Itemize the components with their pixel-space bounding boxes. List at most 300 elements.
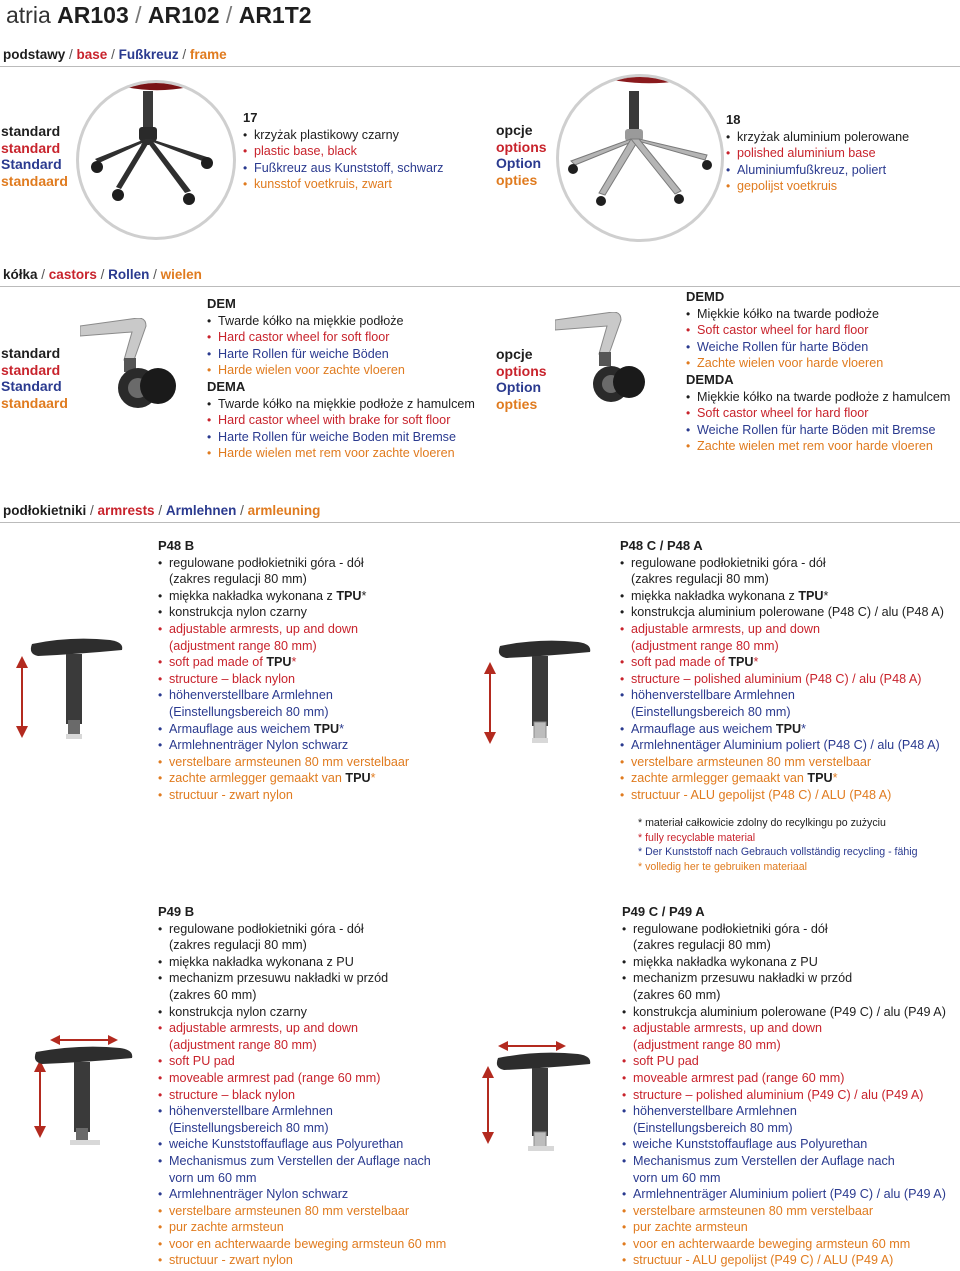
base-standard-items: [243, 127, 443, 193]
bullet-icon: •: [620, 688, 625, 703]
label-line: opties: [496, 395, 538, 412]
castor-option-illustration: [555, 312, 665, 412]
bullet-icon: •: [158, 971, 163, 986]
label-line: standaard: [1, 394, 68, 411]
bullet-icon: •: [158, 1104, 163, 1119]
heading-term: armrests: [97, 503, 155, 518]
bullet-text: Zachte wielen voor harde vloeren: [697, 356, 884, 371]
heading-term: frame: [189, 47, 227, 62]
continuation-line: [158, 571, 409, 588]
bullet-icon: •: [686, 439, 691, 454]
bases-option-labels: [496, 122, 547, 188]
armrest-p48ca-lines: [620, 555, 944, 804]
block-heading-text: DEMDA: [686, 371, 734, 387]
bullet-icon: •: [207, 313, 212, 328]
bullet-line: [207, 396, 475, 413]
bullet-line: [158, 1219, 446, 1236]
label-line: Option: [496, 379, 542, 395]
armrest-p49ca-block: [622, 904, 946, 1269]
bullet-icon: •: [158, 1236, 163, 1251]
bullet-line: [620, 654, 944, 671]
bullet-text: mechanizm przesuwu nakładki w przód: [169, 971, 389, 986]
label-line: standard: [1, 139, 61, 156]
heading-separator: /: [86, 503, 98, 518]
bullet-line: [622, 1087, 946, 1104]
castors-option-labels: [496, 346, 547, 412]
bullet-text: verstelbare armsteunen 80 mm verstelbaar: [631, 754, 872, 769]
bullet-icon: •: [158, 671, 163, 686]
continuation-text: (zakres 60 mm): [169, 987, 257, 1002]
tpu-label: TPU: [807, 771, 833, 786]
bullet-line: [207, 412, 475, 429]
bullet-line: [158, 1053, 446, 1070]
bullet-icon: •: [620, 738, 625, 753]
label-line: Standard: [1, 378, 62, 394]
armrest-p49b-image: [30, 1030, 150, 1150]
base-option-items: [726, 129, 909, 195]
tpu-label: TPU: [345, 771, 371, 786]
bullet-text: Armlehnenträger Nylon schwarz: [169, 1187, 349, 1202]
heading-term: podstawy: [3, 47, 66, 62]
label-line: opties: [496, 171, 538, 188]
bullet-text: Twarde kółko na miękkie podłoże z hamulcem: [218, 396, 475, 411]
bullet-icon: •: [158, 1054, 163, 1069]
bullet-icon: •: [207, 346, 212, 361]
bullet-icon: •: [686, 356, 691, 371]
bullet-line: [158, 1087, 446, 1104]
label-line: options: [496, 138, 547, 155]
bullet-line: [622, 1186, 946, 1203]
bullet-line: [158, 921, 446, 938]
bullet-text: verstelbare armsteunen 80 mm verstelbaar: [169, 754, 410, 769]
bullet-text: structuur - ALU gepolijst (P49 C) / ALU (P49 A): [633, 1253, 894, 1268]
bullet-line: [158, 970, 446, 987]
title-model-1: AR103: [57, 2, 129, 28]
heading-separator: /: [107, 47, 119, 62]
armrest-p48ca-block: [620, 538, 944, 804]
castor-option-block: [686, 289, 950, 455]
bullet-text: Weiche Rollen für harte Böden mit Bremse: [697, 422, 936, 437]
bullet-line: [686, 422, 950, 439]
bullet-line: [158, 1252, 446, 1269]
asterisk: *: [370, 771, 376, 786]
bullet-line: [622, 1070, 946, 1087]
bullet-text: Mechanismus zum Verstellen der Auflage nach: [169, 1153, 431, 1168]
bullet-icon: •: [158, 1004, 163, 1019]
bullet-line: [622, 1103, 946, 1120]
title-slash: /: [135, 2, 142, 28]
bullet-line: [158, 770, 409, 787]
continuation-text: vorn um 60 mm: [633, 1170, 721, 1185]
bullet-icon: •: [158, 954, 163, 969]
label-line: Option: [496, 155, 542, 171]
bullet-line: [158, 737, 409, 754]
armrest-p48b-illustration: [10, 630, 130, 745]
bullet-text: Soft castor wheel for hard floor: [697, 406, 869, 421]
heading-separator: /: [149, 267, 161, 282]
bullet-line: [620, 754, 944, 771]
bullet-icon: •: [158, 1187, 163, 1202]
bullet-text: Weiche Rollen für harte Böden: [697, 339, 869, 354]
armrest-p49ca-illustration: [478, 1036, 598, 1156]
bullet-line: [622, 1136, 946, 1153]
bullet-text: Miękkie kółko na twarde podłoże: [697, 306, 880, 321]
castors-heading: [3, 267, 202, 282]
bullet-icon: •: [622, 1187, 627, 1202]
bullet-text: krzyżak plastikowy czarny: [254, 127, 399, 142]
bullet-icon: •: [622, 1236, 627, 1251]
label-line: Standard: [1, 156, 62, 172]
bullet-line: [726, 129, 909, 146]
bullet-text: moveable armrest pad (range 60 mm): [169, 1070, 381, 1085]
bullet-line: [158, 1203, 446, 1220]
bases-standard-labels: [1, 123, 68, 189]
bullet-icon: •: [158, 721, 163, 736]
bullet-icon: •: [686, 306, 691, 321]
bullet-text: Hard castor wheel for soft floor: [218, 330, 390, 345]
bullet-text: soft PU pad: [169, 1054, 235, 1069]
bullet-icon: •: [207, 446, 212, 461]
block-heading: [207, 379, 475, 396]
bullet-icon: •: [622, 1253, 627, 1268]
bullet-text: weiche Kunststoffauflage aus Polyurethan: [633, 1137, 868, 1152]
bullet-text: zachte armlegger gemaakt van TPU*: [631, 771, 838, 786]
continuation-text: (Einstellungsbereich 80 mm): [169, 1120, 329, 1135]
bullet-text: Armlehnentäger Aluminium poliert (P48 C) / alu (P48 A): [631, 738, 940, 753]
bullet-icon: •: [622, 971, 627, 986]
bullet-icon: •: [686, 323, 691, 338]
bullet-text: weiche Kunststoffauflage aus Polyurethan: [169, 1137, 404, 1152]
label-line: standard: [1, 123, 61, 139]
bullet-line: [686, 389, 950, 406]
bullet-icon: •: [622, 1087, 627, 1102]
bullet-text: regulowane podłokietniki góra - dół: [169, 555, 364, 570]
bullet-icon: •: [158, 771, 163, 786]
bullet-icon: •: [207, 396, 212, 411]
label-line: standard: [1, 345, 61, 361]
bullet-text: höhenverstellbare Armlehnen: [633, 1104, 797, 1119]
bullet-icon: •: [207, 330, 212, 345]
bullet-icon: •: [158, 787, 163, 802]
bullet-text: höhenverstellbare Armlehnen: [169, 688, 333, 703]
title-prefix: atria: [6, 2, 51, 28]
bullet-line: [622, 1020, 946, 1037]
bullet-line: [726, 162, 909, 179]
block-heading: [686, 372, 950, 389]
armrest-p48ca-title: P48 C / P48 A: [620, 538, 703, 553]
bullet-line: [620, 787, 944, 804]
bullet-icon: •: [622, 1004, 627, 1019]
continuation-line: [158, 638, 409, 655]
bullet-text: kunsstof voetkruis, zwart: [254, 177, 392, 192]
bullet-text: adjustable armrests, up and down: [631, 621, 821, 636]
label-line: standaard: [1, 172, 68, 189]
bullet-icon: •: [620, 771, 625, 786]
bullet-icon: •: [622, 1070, 627, 1085]
bullet-icon: •: [620, 588, 625, 603]
castor-standard-block: [207, 296, 475, 462]
bullet-text: miękka nakładka wykonana z PU: [169, 954, 354, 969]
continuation-line: [158, 1037, 446, 1054]
tpu-label: TPU: [266, 655, 292, 670]
bullet-line: [622, 1219, 946, 1236]
bullet-icon: •: [726, 129, 731, 144]
bullet-line: [622, 954, 946, 971]
heading-term: Fußkreuz: [118, 47, 179, 62]
asterisk: *: [339, 721, 344, 736]
asterisk: *: [753, 655, 759, 670]
bullet-text: regulowane podłokietniki góra - dół: [633, 921, 828, 936]
footnote-line: * Der Kunststoff nach Gebrauch vollständig recycling - fähig: [638, 846, 918, 859]
bullet-icon: •: [622, 1104, 627, 1119]
footnote-line: * volledig her te gebruiken materiaal: [638, 860, 808, 873]
heading-term: kółka: [3, 267, 38, 282]
bullet-line: [620, 588, 944, 605]
bullet-icon: •: [158, 588, 163, 603]
tpu-label: TPU: [313, 721, 340, 736]
bullet-line: [622, 1203, 946, 1220]
title-slash: /: [225, 2, 233, 28]
heading-term: wielen: [160, 267, 202, 282]
bullet-line: [158, 721, 409, 738]
armrest-p49b-illustration: [30, 1030, 150, 1150]
bullet-text: konstrukcja aluminium polerowane (P48 C) / alu (P48 A): [631, 605, 944, 620]
bullet-text: plastic base, black: [254, 144, 357, 159]
heading-separator: /: [178, 47, 190, 62]
heading-separator: /: [96, 267, 109, 282]
block-heading: [207, 296, 475, 313]
bullet-line: [620, 770, 944, 787]
bullet-text: pur zachte armsteun: [169, 1220, 284, 1235]
bullet-line: [620, 721, 944, 738]
bullet-line: [243, 176, 443, 193]
block-heading-text: DEM: [207, 296, 236, 311]
continuation-text: (Einstellungsbereich 80 mm): [631, 704, 791, 719]
asterisk: *: [291, 655, 297, 670]
bullet-line: [158, 604, 409, 621]
continuation-line: [620, 571, 944, 588]
bullet-icon: •: [622, 954, 627, 969]
bullet-icon: •: [158, 1203, 163, 1218]
bullet-text: structure – black nylon: [169, 1087, 295, 1102]
bullet-icon: •: [158, 1137, 163, 1152]
bullet-text: konstrukcja nylon czarny: [169, 605, 307, 620]
bases-heading: [3, 47, 227, 62]
armrest-p48b-lines: [158, 555, 409, 804]
block-heading-text: DEMA: [207, 378, 246, 394]
bullet-icon: •: [622, 1137, 627, 1152]
bullet-line: [207, 362, 475, 379]
bullet-icon: •: [620, 555, 625, 570]
heading-term: podłokietniki: [3, 503, 87, 518]
bullet-text: structuur - zwart nylon: [169, 787, 293, 802]
bullet-text: structuur - zwart nylon: [169, 1253, 293, 1268]
bullet-text: zachte armlegger gemaakt van TPU*: [169, 771, 376, 786]
bullet-icon: •: [158, 1253, 163, 1268]
heading-separator: /: [37, 267, 49, 282]
bullet-icon: •: [686, 406, 691, 421]
bullet-line: [622, 1236, 946, 1253]
continuation-line: [622, 1120, 946, 1137]
castor-standard-image: [80, 318, 190, 418]
bullet-text: Armlehnenträger Nylon schwarz: [169, 738, 349, 753]
bullet-line: [243, 143, 443, 160]
bullet-text: miękka nakładka wykonana z TPU*: [169, 588, 367, 603]
bullet-line: [622, 1252, 946, 1269]
bullet-line: [207, 329, 475, 346]
armrest-p49b-title: P49 B: [158, 904, 195, 919]
continuation-line: [158, 1170, 446, 1187]
title-model-3: AR1T2: [238, 2, 312, 28]
page-title: [6, 2, 312, 29]
bullet-text: voor en achterwaarde beweging armsteun 60 mm: [633, 1236, 911, 1251]
bullet-line: [158, 654, 409, 671]
heading-separator: /: [65, 47, 77, 62]
continuation-text: (adjustment range 80 mm): [633, 1037, 781, 1052]
bullet-line: [622, 921, 946, 938]
bullet-text: moveable armrest pad (range 60 mm): [633, 1070, 845, 1085]
bullet-icon: •: [158, 605, 163, 620]
bullet-icon: •: [622, 1054, 627, 1069]
bullet-icon: •: [620, 671, 625, 686]
plastic-base-image: [76, 80, 236, 240]
continuation-text: (zakres regulacji 80 mm): [169, 938, 307, 953]
bullet-line: [158, 555, 409, 572]
armrest-p48b-image: [10, 630, 130, 745]
bullet-line: [620, 604, 944, 621]
continuation-text: (zakres 60 mm): [633, 987, 721, 1002]
bullet-line: [622, 1053, 946, 1070]
bullet-text: pur zachte armsteun: [633, 1220, 748, 1235]
continuation-text: (Einstellungsbereich 80 mm): [633, 1120, 793, 1135]
bullet-text: structuur - ALU gepolijst (P48 C) / ALU (P48 A): [631, 787, 892, 802]
label-line: standard: [1, 361, 61, 378]
armrest-p48b-block: [158, 538, 409, 804]
bullet-text: Harte Rollen für weiche Boden mit Bremse: [218, 429, 456, 444]
bullet-text: Armauflage aus weichem TPU*: [631, 721, 806, 736]
armrest-p49ca-title: P49 C / P49 A: [622, 904, 705, 919]
heading-separator: /: [154, 503, 166, 518]
armrest-p48ca-image: [478, 636, 598, 751]
bullet-line: [207, 429, 475, 446]
continuation-text: (zakres regulacji 80 mm): [631, 572, 769, 587]
bullet-icon: •: [686, 422, 691, 437]
continuation-text: (adjustment range 80 mm): [631, 638, 779, 653]
base-option-code: 18: [726, 112, 741, 127]
bullet-text: konstrukcja aluminium polerowane (P49 C) / alu (P49 A): [633, 1004, 946, 1019]
bullet-icon: •: [620, 754, 625, 769]
base-standard-block: [243, 110, 443, 193]
bullet-line: [158, 687, 409, 704]
bullet-text: soft pad made of TPU*: [631, 655, 759, 670]
continuation-text: (zakres regulacji 80 mm): [169, 572, 307, 587]
bullet-text: structure – black nylon: [169, 671, 295, 686]
bullet-text: gepolijst voetkruis: [737, 179, 838, 194]
bullet-icon: •: [622, 1220, 627, 1235]
continuation-line: [622, 1170, 946, 1187]
bullet-icon: •: [158, 1153, 163, 1168]
bullet-line: [158, 1236, 446, 1253]
heading-term: castors: [48, 267, 97, 282]
bullet-icon: •: [620, 621, 625, 636]
base-standard-code: 17: [243, 110, 258, 125]
divider: [0, 66, 960, 67]
label-line: opcje: [496, 122, 533, 138]
bullet-line: [243, 160, 443, 177]
bullet-text: miękka nakładka wykonana z TPU*: [631, 588, 829, 603]
bullet-icon: •: [158, 738, 163, 753]
bullet-icon: •: [243, 144, 248, 159]
tpu-label: TPU: [775, 721, 802, 736]
bullet-line: [207, 346, 475, 363]
bullet-text: voor en achterwaarde beweging armsteun 60 mm: [169, 1236, 447, 1251]
bullet-text: soft pad made of TPU*: [169, 655, 297, 670]
bullet-line: [620, 671, 944, 688]
bullet-line: [158, 1020, 446, 1037]
continuation-line: [158, 987, 446, 1004]
tpu-label: TPU: [728, 655, 754, 670]
bullet-line: [620, 737, 944, 754]
continuation-text: (zakres regulacji 80 mm): [633, 938, 771, 953]
armrest-p48ca-illustration: [478, 636, 598, 751]
bullet-icon: •: [158, 688, 163, 703]
bullet-icon: •: [158, 555, 163, 570]
continuation-text: (adjustment range 80 mm): [169, 1037, 317, 1052]
bullet-icon: •: [620, 787, 625, 802]
bullet-text: regulowane podłokietniki góra - dół: [631, 555, 826, 570]
bullet-text: verstelbare armsteunen 80 mm verstelbaar: [633, 1203, 874, 1218]
continuation-line: [620, 638, 944, 655]
bullet-icon: •: [158, 1021, 163, 1036]
continuation-line: [620, 704, 944, 721]
bullet-text: Soft castor wheel for hard floor: [697, 323, 869, 338]
asterisk: *: [832, 771, 838, 786]
bullet-icon: •: [158, 655, 163, 670]
castor-option-image: [555, 312, 665, 412]
continuation-line: [622, 1037, 946, 1054]
bullet-text: Zachte wielen met rem voor harde vloeren: [697, 439, 933, 454]
continuation-line: [158, 937, 446, 954]
bullet-text: mechanizm przesuwu nakładki w przód: [633, 971, 853, 986]
bullet-icon: •: [243, 160, 248, 175]
bullet-icon: •: [726, 162, 731, 177]
bullet-text: structure – polished aluminium (P49 C) / alu (P49 A): [633, 1087, 924, 1102]
bullet-line: [620, 621, 944, 638]
bullet-icon: •: [686, 339, 691, 354]
continuation-text: (Einstellungsbereich 80 mm): [169, 704, 329, 719]
bullet-text: regulowane podłokietniki góra - dół: [169, 921, 364, 936]
bullet-line: [158, 621, 409, 638]
continuation-text: (adjustment range 80 mm): [169, 638, 317, 653]
bullet-icon: •: [158, 921, 163, 936]
bullet-line: [207, 445, 475, 462]
bullet-line: [207, 313, 475, 330]
bullet-line: [158, 954, 446, 971]
bullet-text: Harde wielen met rem voor zachte vloeren: [218, 446, 455, 461]
heading-separator: /: [236, 503, 248, 518]
armrest-p49ca-lines: [622, 921, 946, 1269]
bullet-line: [620, 555, 944, 572]
footnote-line: * fully recyclable material: [638, 831, 756, 844]
continuation-line: [622, 937, 946, 954]
bullet-text: Harde wielen voor zachte vloeren: [218, 363, 405, 378]
bullet-icon: •: [620, 721, 625, 736]
plastic-base-illustration: [79, 83, 233, 237]
continuation-line: [622, 987, 946, 1004]
bullet-text: höhenverstellbare Armlehnen: [169, 1104, 333, 1119]
bullet-line: [243, 127, 443, 144]
bullet-icon: •: [622, 921, 627, 936]
